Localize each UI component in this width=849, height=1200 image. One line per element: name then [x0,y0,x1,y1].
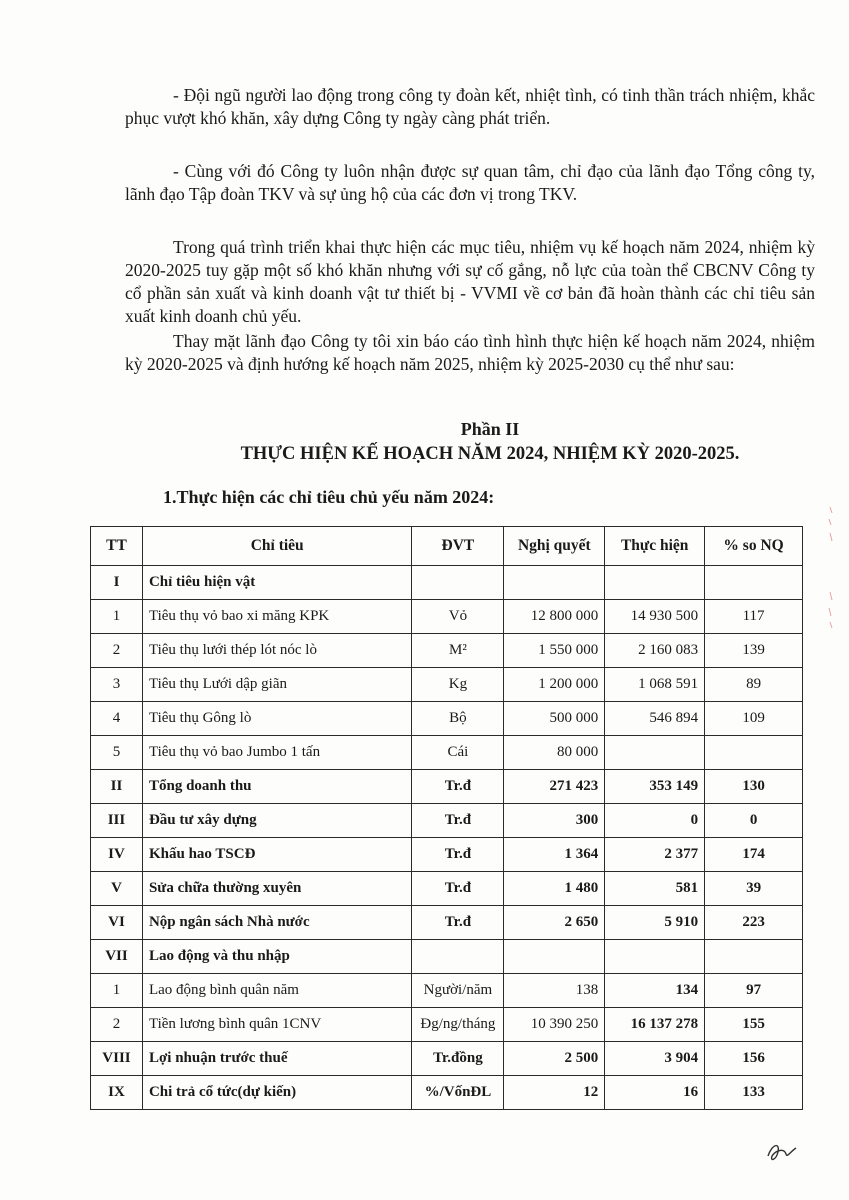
cell-tt: V [91,872,143,906]
cell-tt: 5 [91,736,143,770]
cell-unit: Tr.đ [412,770,504,804]
cell-percent: 130 [705,770,803,804]
table-row [91,838,803,872]
part-number: Phần II [460,419,520,439]
cell-tt: 2 [91,1008,143,1042]
cell-unit [412,940,504,974]
cell-unit: Tr.đ [412,872,504,906]
cell-unit: Vỏ [412,600,504,634]
cell-percent: 156 [705,1042,803,1076]
cell-resolution: 12 800 000 [504,600,605,634]
cell-resolution: 300 [504,804,605,838]
cell-indicator: Tiêu thụ Lưới dập giãn [142,668,411,702]
cell-tt: VIII [91,1042,143,1076]
cell-unit: Người/năm [412,974,504,1008]
cell-actual: 5 910 [605,906,705,940]
cell-unit: Tr.đ [412,838,504,872]
paragraph-report-intro [125,330,815,376]
cell-resolution: 12 [504,1076,605,1110]
cell-actual: 0 [605,804,705,838]
cell-percent: 155 [705,1008,803,1042]
cell-actual: 16 [605,1076,705,1110]
cell-percent: 117 [705,600,803,634]
cell-unit: Cái [412,736,504,770]
header-percent: % so NQ [705,527,803,566]
cell-percent: 174 [705,838,803,872]
cell-resolution: 1 550 000 [504,634,605,668]
cell-actual: 16 137 278 [605,1008,705,1042]
cell-tt: I [91,566,143,600]
cell-tt: IX [91,1076,143,1110]
header-unit: ĐVT [412,527,504,566]
table-row [91,906,803,940]
cell-indicator: Tiêu thụ vỏ bao Jumbo 1 tấn [142,736,411,770]
header-tt: TT [91,527,143,566]
cell-percent: 0 [705,804,803,838]
cell-unit: Tr.đồng [412,1042,504,1076]
cell-tt: 2 [91,634,143,668]
table-row [91,1076,803,1110]
cell-percent: 133 [705,1076,803,1110]
cell-actual [605,736,705,770]
cell-percent [705,940,803,974]
cell-tt: IV [91,838,143,872]
cell-indicator: Lợi nhuận trước thuế [142,1042,411,1076]
table-row [91,634,803,668]
cell-indicator: Tiêu thụ vỏ bao xi măng KPK [142,600,411,634]
cell-tt: 1 [91,600,143,634]
cell-resolution: 80 000 [504,736,605,770]
part-title: THỰC HIỆN KẾ HOẠCH NĂM 2024, NHIỆM KỲ 2020-2025. [240,444,740,464]
table-row [91,600,803,634]
table-row [91,566,803,600]
cell-unit: %/VốnĐL [412,1076,504,1110]
paragraph-team [125,84,815,130]
cell-actual: 2 160 083 [605,634,705,668]
header-actual: Thực hiện [605,527,705,566]
cell-indicator: Tiêu thụ Gông lò [142,702,411,736]
cell-indicator: Tiêu thụ lưới thép lót nóc lò [142,634,411,668]
signature-mark [762,1138,802,1166]
cell-tt: II [91,770,143,804]
cell-unit [412,566,504,600]
cell-resolution: 1 480 [504,872,605,906]
paragraph-text: Thay mặt lãnh đạo Công ty tôi xin báo cáo tình hình thực hiện kế hoạch năm 2024, nhiệm kỳ 2020-2025 và định hướng kế hoạch năm 2025, nhiệm kỳ 2025-2030 cụ thể như sau: [125,331,815,374]
kpi-table [90,526,803,1110]
cell-indicator: Tiền lương bình quân 1CNV [142,1008,411,1042]
cell-percent: 39 [705,872,803,906]
paragraph-summary [125,236,815,328]
cell-percent: 97 [705,974,803,1008]
cell-indicator: Chỉ tiêu hiện vật [142,566,411,600]
table-row [91,940,803,974]
section-title: 1.Thực hiện các chỉ tiêu chủ yếu năm 2024: [163,487,495,507]
cell-unit: Tr.đ [412,804,504,838]
cell-resolution: 2 500 [504,1042,605,1076]
table-row [91,770,803,804]
cell-actual: 353 149 [605,770,705,804]
scan-bleed-mark [826,505,836,545]
cell-tt: 1 [91,974,143,1008]
cell-tt: 4 [91,702,143,736]
table-row [91,872,803,906]
cell-actual: 134 [605,974,705,1008]
cell-indicator: Nộp ngân sách Nhà nước [142,906,411,940]
table-row [91,804,803,838]
cell-unit: Bộ [412,702,504,736]
cell-resolution: 500 000 [504,702,605,736]
cell-unit: Đg/ng/tháng [412,1008,504,1042]
cell-actual [605,940,705,974]
cell-indicator: Khấu hao TSCĐ [142,838,411,872]
cell-percent: 89 [705,668,803,702]
scan-bleed-mark [826,590,836,630]
cell-actual: 581 [605,872,705,906]
table-row [91,736,803,770]
cell-resolution [504,940,605,974]
paragraph-text: - Cùng với đó Công ty luôn nhận được sự quan tâm, chỉ đạo của lãnh đạo Tổng công ty, lãnh đạo Tập đoàn TKV và sự ủng hộ của các đơn vị trong TKV. [125,161,815,204]
cell-actual: 14 930 500 [605,600,705,634]
cell-actual: 2 377 [605,838,705,872]
cell-tt: III [91,804,143,838]
cell-tt: VI [91,906,143,940]
cell-actual: 1 068 591 [605,668,705,702]
cell-indicator: Lao động bình quân năm [142,974,411,1008]
cell-resolution: 2 650 [504,906,605,940]
cell-actual: 546 894 [605,702,705,736]
cell-unit: Kg [412,668,504,702]
cell-resolution: 1 364 [504,838,605,872]
table-row [91,668,803,702]
cell-resolution: 10 390 250 [504,1008,605,1042]
cell-tt: 3 [91,668,143,702]
cell-percent: 223 [705,906,803,940]
cell-actual [605,566,705,600]
paragraph-support [125,160,815,206]
cell-percent: 139 [705,634,803,668]
cell-indicator: Lao động và thu nhập [142,940,411,974]
cell-unit: Tr.đ [412,906,504,940]
header-indicator: Chỉ tiêu [142,527,411,566]
table-row [91,1008,803,1042]
table-row [91,702,803,736]
paragraph-text: Trong quá trình triển khai thực hiện các mục tiêu, nhiệm vụ kế hoạch năm 2024, nhiệm kỳ 2020-2025 tuy gặp một số khó khăn nhưng với sự cố gắng, nỗ lực của toàn thể CBCNV Công ty cổ phần sản xuất và kinh doanh vật tư thiết bị - VVMI về cơ bản đã hoàn thành các chỉ tiêu sản xuất kinh doanh chủ yếu. [125,237,815,326]
cell-indicator: Tổng doanh thu [142,770,411,804]
cell-indicator: Đầu tư xây dựng [142,804,411,838]
cell-resolution [504,566,605,600]
paragraph-text: - Đội ngũ người lao động trong công ty đoàn kết, nhiệt tình, có tinh thần trách nhiệm, khắc phục vượt khó khăn, xây dựng Công ty ngày càng phát triển. [125,85,815,128]
cell-tt: VII [91,940,143,974]
cell-resolution: 271 423 [504,770,605,804]
table-row [91,974,803,1008]
table-header-row [91,527,803,566]
cell-percent [705,566,803,600]
cell-resolution: 138 [504,974,605,1008]
table-row [91,1042,803,1076]
cell-resolution: 1 200 000 [504,668,605,702]
cell-percent: 109 [705,702,803,736]
cell-indicator: Chi trả cổ tức(dự kiến) [142,1076,411,1110]
cell-actual: 3 904 [605,1042,705,1076]
cell-indicator: Sửa chữa thường xuyên [142,872,411,906]
cell-percent [705,736,803,770]
cell-unit: M² [412,634,504,668]
header-resolution: Nghị quyết [504,527,605,566]
